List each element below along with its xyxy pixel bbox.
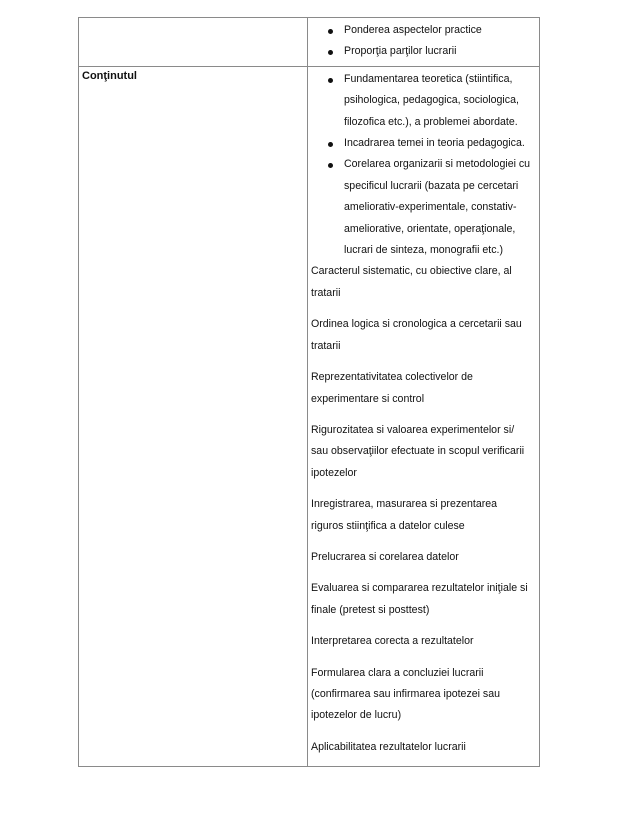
- criterion-label: Conţinutul: [82, 69, 137, 82]
- description-cell: [308, 66, 540, 766]
- criterion-paragraph: Inregistrarea, masurarea si prezentarea riguros stiinţifica a datelor culese: [311, 498, 498, 532]
- bullet-icon: [328, 78, 333, 83]
- list-item-text: Ponderea aspectelor practice: [344, 24, 482, 36]
- bullet-list: [308, 67, 539, 262]
- list-item-text: Fundamentarea teoretica (stiintifica, psihologica, pedagogica, sociologica, filozofica etc.), a problemei abordate.: [344, 72, 519, 128]
- table-row: [79, 18, 540, 67]
- criterion-paragraph: Prelucrarea si corelarea datelor: [311, 550, 459, 563]
- bullet-list: [308, 18, 539, 66]
- criterion-cell: [79, 66, 308, 766]
- criteria-paragraphs: [308, 261, 539, 766]
- criteria-table: [78, 17, 540, 767]
- criterion-paragraph: Interpretarea corecta a rezultatelor: [311, 635, 474, 648]
- list-item-text: Corelarea organizarii si metodologiei cu specificul lucrarii (bazata pe cercetari ameliorativ-experimentale, constativ-ameliorative, orientate, operaţionale, lucrari de sinteza, monografii etc.): [344, 158, 531, 257]
- criterion-paragraph: Aplicabilitatea rezultatelor lucrarii: [311, 740, 466, 753]
- criterion-paragraph: Reprezentativitatea colectivelor de experimentare si control: [311, 371, 473, 405]
- criterion-paragraph: Formularea clara a concluziei lucrarii (confirmarea sau infirmarea ipotezei sau ipotezelor de lucru): [311, 666, 501, 722]
- description-cell: [308, 18, 540, 67]
- list-item-text: Proporţia parţilor lucrarii: [344, 45, 457, 58]
- table-row: [79, 66, 540, 766]
- bullet-icon: [328, 50, 333, 55]
- criterion-paragraph: Caracterul sistematic, cu obiective clare, al tratarii: [311, 265, 512, 299]
- list-item: [308, 154, 539, 261]
- criterion-paragraph: Evaluarea si compararea rezultatelor iniţiale si finale (pretest si posttest): [311, 582, 528, 616]
- bullet-icon: [328, 142, 333, 147]
- list-item: [308, 133, 539, 154]
- bullet-icon: [328, 163, 333, 168]
- criterion-label: [79, 18, 307, 21]
- list-item: [308, 69, 539, 133]
- bullet-icon: [328, 29, 333, 34]
- list-item-text: Incadrarea temei in teoria pedagogica.: [344, 137, 525, 150]
- criterion-paragraph: Ordinea logica si cronologica a cercetarii sau tratarii: [311, 318, 522, 352]
- criterion-paragraph: Rigurozitatea si valoarea experimentelor si/ sau observaţiilor efectuate in scopul verificarii ipotezelor: [311, 423, 525, 479]
- criterion-cell-empty: [79, 18, 308, 67]
- list-item: [308, 41, 539, 62]
- list-item: [308, 20, 539, 41]
